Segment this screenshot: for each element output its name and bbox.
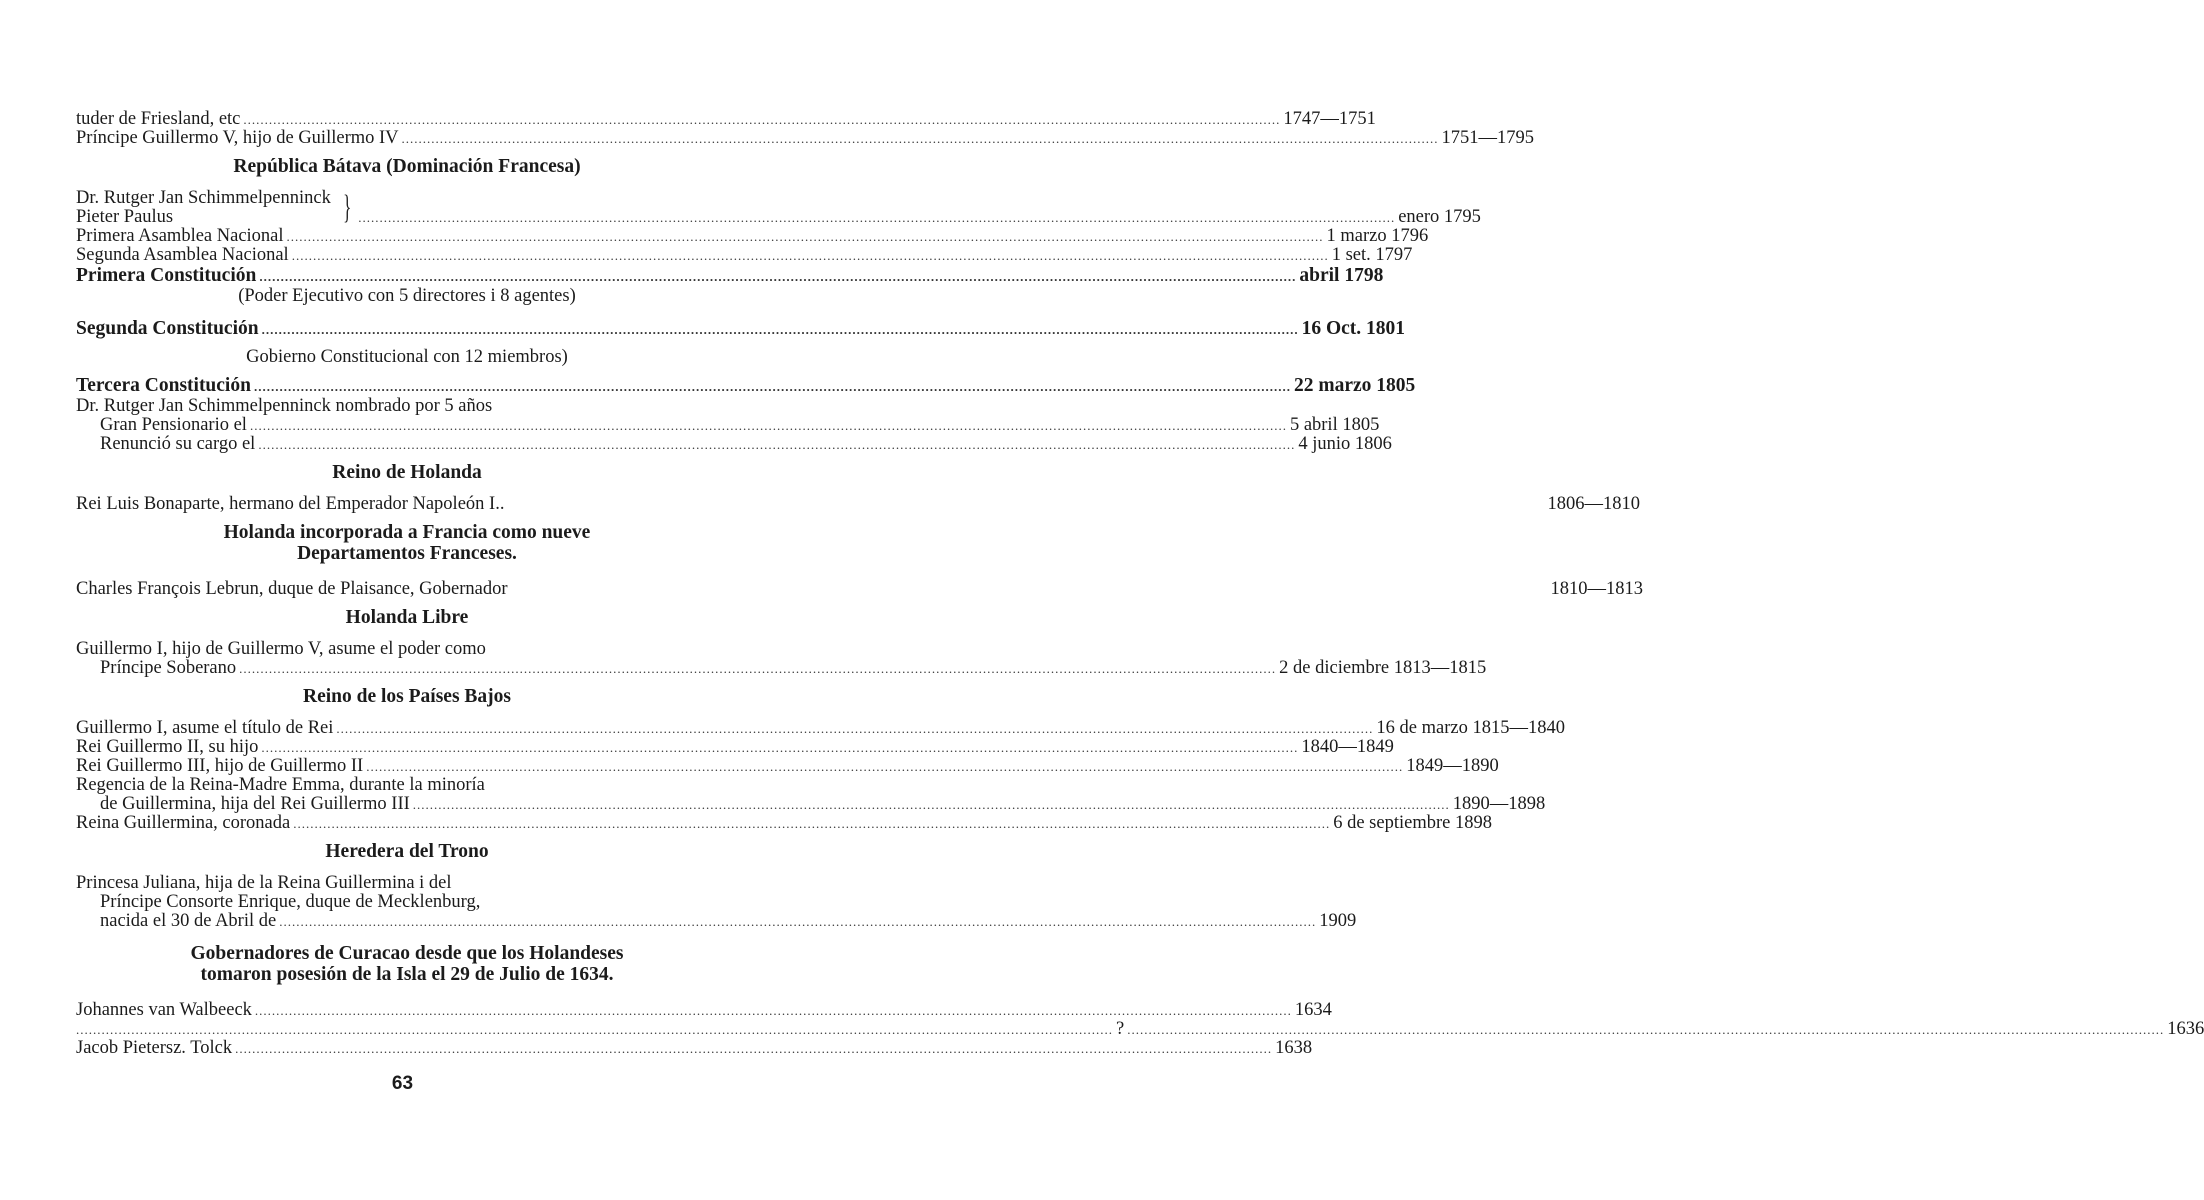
entry-row <box>76 318 1406 340</box>
entry-row <box>76 375 1416 397</box>
entry-date: 1747—1751 <box>1283 109 1376 129</box>
entry-date: 16 de marzo 1815—1840 <box>1376 718 1565 738</box>
entry-label: Rei Guillermo III, hijo de Guillermo II <box>76 756 364 776</box>
entry-label: Gran Pensionario el <box>100 415 247 435</box>
entry-row <box>76 434 1392 454</box>
section-heading: Reino de los Países Bajos <box>302 686 511 707</box>
entry-date: 6 de septiembre 1898 <box>1333 813 1492 833</box>
leader-dots <box>254 376 1291 397</box>
entry-date: 1 marzo 1796 <box>1326 226 1429 246</box>
entry-row <box>76 658 1487 678</box>
entry-row <box>76 1000 1332 1020</box>
entry-row <box>76 737 1394 757</box>
leader-dots <box>358 208 1395 227</box>
note-line: Dr. Rutger Jan Schimmelpenninck nombrado por 5 años <box>76 396 493 416</box>
entry-row <box>76 756 1499 776</box>
note-line: (Poder Ejecutivo con 5 directores i 8 agentes) <box>238 286 576 306</box>
brace-glyph: } <box>342 189 352 226</box>
leader-dots <box>1127 1020 2164 1039</box>
entry-row <box>76 415 1380 435</box>
entry-line: Princesa Juliana, hija de la Reina Guillermina i del <box>76 873 452 893</box>
note-line: Gobierno Constitucional con 12 miembros) <box>246 347 568 367</box>
entry-row <box>76 109 1376 129</box>
leader-dots <box>255 1001 1292 1020</box>
entry-date: 16 Oct. 1801 <box>1301 318 1406 339</box>
entry-row <box>76 579 1644 599</box>
leader-dots <box>287 227 1324 246</box>
entry-label: de Guillermina, hija del Rei Guillermo III <box>100 794 410 814</box>
leader-dots <box>402 129 1439 148</box>
entry-date: 2 de diciembre 1813—1815 <box>1279 658 1487 678</box>
entry-date: 1909 <box>1319 911 1357 931</box>
entry-label: Rei Guillermo II, su hijo <box>76 737 259 757</box>
entry-row <box>76 226 1429 246</box>
entry-label: Tercera Constitución <box>76 375 251 396</box>
entry-row <box>76 794 1546 814</box>
entry-line: Príncipe Consorte Enrique, duque de Mecklenburg, <box>100 892 481 912</box>
entry-line: Regencia de la Reina-Madre Emma, durante la minoría <box>76 775 485 795</box>
leader-dots <box>76 1020 1113 1039</box>
entry-row <box>76 911 1357 931</box>
entry-date: 5 abril 1805 <box>1289 415 1380 435</box>
entry-date: 1 set. 1797 <box>1331 245 1413 265</box>
entry-date: 1840—1849 <box>1301 737 1394 757</box>
bracket-group <box>76 188 1481 227</box>
entry-row <box>76 1019 2204 1039</box>
leader-dots <box>336 719 1373 738</box>
section-heading: Holanda Libre <box>345 607 469 628</box>
heading-line: Gobernadores de Curacao desde que los Holandeses <box>190 943 624 964</box>
entry-label: Segunda Constitución <box>76 318 259 339</box>
heading-line: Departamentos Franceses. <box>297 543 517 564</box>
entry-date: 1810—1813 <box>1550 579 1644 599</box>
entry-label: Guillermo I, asume el título de Rei <box>76 718 334 738</box>
entry-row <box>76 265 1384 287</box>
entry-date: enero 1795 <box>1398 207 1481 227</box>
entry-date: 1806—1810 <box>1547 494 1640 514</box>
unknown-mark: ? <box>1116 1019 1125 1039</box>
bracket-names <box>76 189 331 227</box>
entry-date: 1849—1890 <box>1406 756 1499 776</box>
leader-dots <box>250 416 1287 435</box>
entry-label: nacida el 30 de Abril de <box>100 911 277 931</box>
entry-label: Renunció su cargo el <box>100 434 256 454</box>
section-heading <box>76 522 738 564</box>
entry-row <box>76 718 1565 738</box>
entry-row <box>76 245 1413 265</box>
entry-row <box>76 128 1535 148</box>
heading-line: tomaron posesión de la Isla el 29 de Julio de 1634. <box>200 964 614 985</box>
entry-label: tuder de Friesland, etc <box>76 109 241 129</box>
leader-dots <box>239 659 1276 678</box>
leader-dots <box>413 795 1450 814</box>
heading-line: Holanda incorporada a Francia como nueve <box>223 522 591 543</box>
page-number: 63 <box>391 1073 414 1094</box>
leader-dots <box>258 435 1295 454</box>
entry-label: Segunda Asamblea Nacional <box>76 245 289 265</box>
leader-dots <box>243 110 1280 129</box>
entry-label: Príncipe Guillermo V, hijo de Guillermo IV <box>76 128 399 148</box>
entry-line: Guillermo I, hijo de Guillermo V, asume el poder como <box>76 639 486 659</box>
entry-row <box>76 1038 1313 1058</box>
leader-dots <box>279 912 1316 931</box>
entry-row <box>76 494 1640 514</box>
leader-dots <box>261 738 1298 757</box>
leader-dots <box>292 246 1329 265</box>
leader-dots <box>293 814 1330 833</box>
entry-label: Pieter Paulus <box>76 207 174 227</box>
entry-label: Johannes van Walbeeck <box>76 1000 252 1020</box>
entry-row <box>355 208 1481 227</box>
entry-date: 4 junio 1806 <box>1298 434 1392 454</box>
entry-date: 1634 <box>1294 1000 1332 1020</box>
section-heading <box>76 943 738 985</box>
section-heading: República Bátava (Dominación Francesa) <box>233 156 581 177</box>
entry-date: 1638 <box>1275 1038 1313 1058</box>
page-content <box>76 109 2204 1058</box>
entry-label: Primera Constitución <box>76 265 257 286</box>
entry-label: Jacob Pietersz. Tolck <box>76 1038 233 1058</box>
entry-date: 1636 <box>2167 1019 2204 1039</box>
section-heading: Heredera del Trono <box>325 841 489 862</box>
leader-dots <box>235 1039 1272 1058</box>
entry-label: Primera Asamblea Nacional <box>76 226 284 246</box>
entry-label: Dr. Rutger Jan Schimmelpenninck <box>76 188 331 208</box>
leader-dots <box>262 319 1299 340</box>
entry-row <box>76 813 1492 833</box>
section-heading: Reino de Holanda <box>332 462 482 483</box>
entry-date: 1751—1795 <box>1441 128 1535 148</box>
leader-dots <box>259 266 1296 287</box>
entry-label: Charles François Lebrun, duque de Plaisance, Gobernador <box>76 579 508 599</box>
entry-label: Príncipe Soberano <box>100 658 237 678</box>
leader-dots <box>366 757 1403 776</box>
entry-label: Rei Luis Bonaparte, hermano del Emperador Napoleón I.. <box>76 494 505 514</box>
entry-date: abril 1798 <box>1299 265 1384 286</box>
entry-date: 1890—1898 <box>1452 794 1546 814</box>
entry-label: Reina Guillermina, coronada <box>76 813 291 833</box>
entry-date: 22 marzo 1805 <box>1293 375 1416 396</box>
